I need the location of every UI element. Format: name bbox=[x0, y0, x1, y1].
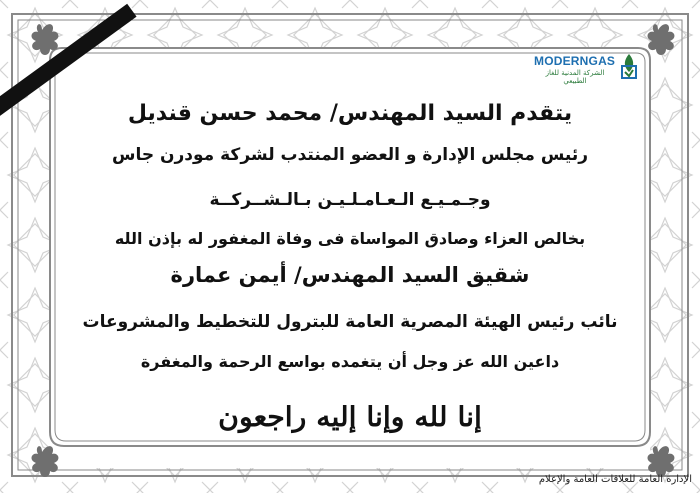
employees-line: وجـمـيـع الـعـامـلـيـن بـالـشــركــة bbox=[209, 190, 491, 210]
deceased-line: شقيق السيد المهندس/ أيمن عمارة bbox=[170, 263, 530, 287]
sender-title-line: رئيس مجلس الإدارة و العضو المنتدب لشركة مودرن جاس bbox=[111, 145, 589, 165]
logo-tagline: الشركة المدنية للغاز الطبيعي bbox=[545, 69, 605, 85]
condolence-line: بخالص العزاء وصادق المواساة فى وفاة المغفور له بإذن الله bbox=[114, 229, 586, 248]
flame-leaf-icon bbox=[620, 52, 638, 80]
relative-title-line: نائب رئيس الهيئة المصرية العامة للبترول للتخطيط والمشروعات bbox=[82, 312, 618, 332]
prayer-line: داعين الله عز وجل أن يتغمده بواسع الرحمة والمغفرة bbox=[140, 352, 560, 371]
sender-line: يتقدم السيد المهندس/ محمد حسن قنديل bbox=[127, 101, 573, 126]
footer-department: الإدارة العامة للعلاقات العامة والإعلام bbox=[538, 474, 692, 485]
moderngas-logo bbox=[530, 48, 638, 85]
logo-brand: MODERNGAS bbox=[534, 54, 616, 68]
quran-verse-calligraphy: إنا لله وإنا إليه راجعون bbox=[218, 401, 482, 433]
